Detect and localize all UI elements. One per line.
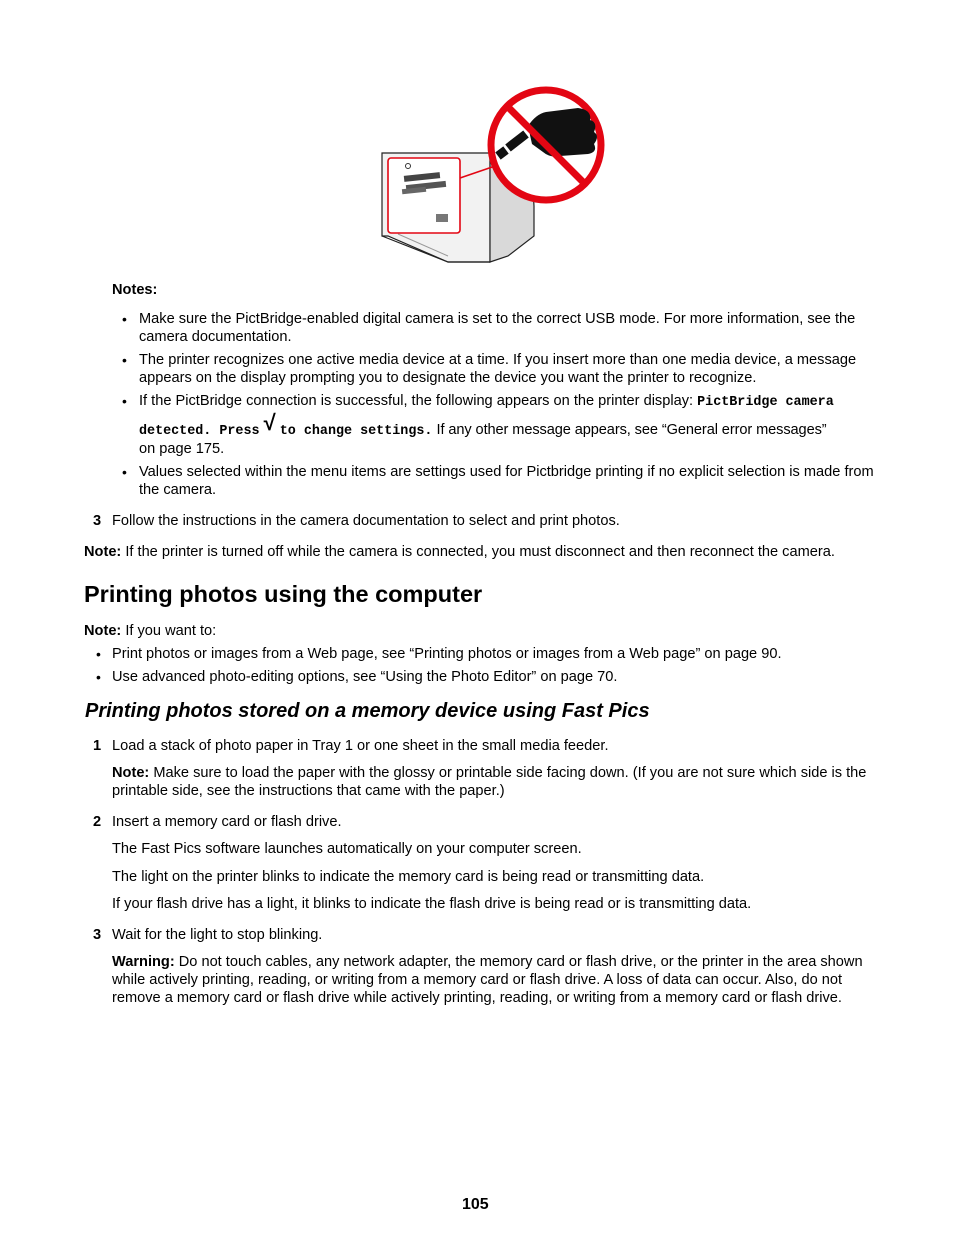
step-note xyxy=(112,764,877,800)
step-number: 3 xyxy=(93,927,102,943)
step-paragraph: The light on the printer blinks to indicate the memory card is being read or transmitting data. xyxy=(112,869,705,885)
bullet-icon: • xyxy=(122,352,127,368)
bullet-icon: • xyxy=(96,646,101,662)
note-text: If the printer is turned off while the camera is connected, you must disconnect and then reconnect the camera. xyxy=(121,544,835,560)
note-label: Note: xyxy=(84,623,122,639)
page-number: 105 xyxy=(462,1196,489,1213)
bullet-icon: • xyxy=(96,669,101,685)
no-touch-icon xyxy=(491,90,601,200)
note-item: Make sure the PictBridge-enabled digital camera is set to the correct USB mode. For more information, see the camera documentation. xyxy=(139,311,856,345)
step-text: Insert a memory card or flash drive. xyxy=(112,814,342,830)
note-text: on page 175. xyxy=(139,441,225,457)
step-number: 2 xyxy=(93,814,102,830)
note-label: Note: xyxy=(112,765,150,781)
note-item-pictbridge-cont xyxy=(139,410,879,441)
list-item: Print photos or images from a Web page, see “Printing photos or images from a Web page” on page 90. xyxy=(112,646,782,662)
note-text: Make sure to load the paper with the glossy or printable side facing down. (If you are not sure which side is the printable side, see the instructions that came with the paper.) xyxy=(112,765,867,799)
section-heading: Printing photos using the computer xyxy=(84,581,483,607)
note-text: If you want to: xyxy=(121,623,217,639)
bullet-icon: • xyxy=(122,464,127,480)
note-label: Note: xyxy=(84,544,122,560)
note xyxy=(84,622,216,640)
display-message: to change settings. xyxy=(279,424,433,439)
step-number: 1 xyxy=(93,738,102,754)
note-text: If any other message appears, see “General error messages” xyxy=(436,422,827,438)
display-message: PictBridge camera xyxy=(697,395,834,410)
note-item: Values selected within the menu items are settings used for Pictbridge printing if no explicit selection is made from the camera. xyxy=(139,464,874,498)
step-paragraph: The Fast Pics software launches automatically on your computer screen. xyxy=(112,841,582,857)
warning-label: Warning: xyxy=(112,954,175,970)
step-text: Follow the instructions in the camera documentation to select and print photos. xyxy=(112,513,620,529)
bullet-icon: • xyxy=(122,393,127,409)
step-text: Wait for the light to stop blinking. xyxy=(112,927,323,943)
checkmark-icon: √ xyxy=(263,410,276,435)
step-number: 3 xyxy=(93,513,102,529)
step-paragraph: If your flash drive has a light, it blinks to indicate the flash drive is being read or is transmitting data. xyxy=(112,896,752,912)
step-text: Load a stack of photo paper in Tray 1 or one sheet in the small media feeder. xyxy=(112,738,609,754)
display-message: detected. Press xyxy=(139,424,260,439)
note-item-pictbridge xyxy=(139,392,874,412)
printer-warning-figure xyxy=(378,86,608,266)
list-item: Use advanced photo-editing options, see “Using the Photo Editor” on page 70. xyxy=(112,669,618,685)
warning-text: Do not touch cables, any network adapter, the memory card or flash drive, or the printer in the area shown while actively printing, reading, or writing from a memory card or flash drive. A loss of data can occur. Also, do not remove a memory card or flash drive while actively printing, reading, or writing from a memory card or flash drive. xyxy=(112,954,863,1006)
warning xyxy=(112,953,877,1007)
bullet-icon: • xyxy=(122,311,127,327)
note-text: If the PictBridge connection is successful, the following appears on the printer display: xyxy=(139,393,694,409)
subsection-heading: Printing photos stored on a memory device using Fast Pics xyxy=(85,700,650,722)
note-item: The printer recognizes one active media device at a time. If you insert more than one media device, a message appears on the display prompting you to designate the device you want the printer to recognize. xyxy=(139,352,857,386)
note xyxy=(84,543,884,561)
notes-label: Notes: xyxy=(112,282,158,298)
